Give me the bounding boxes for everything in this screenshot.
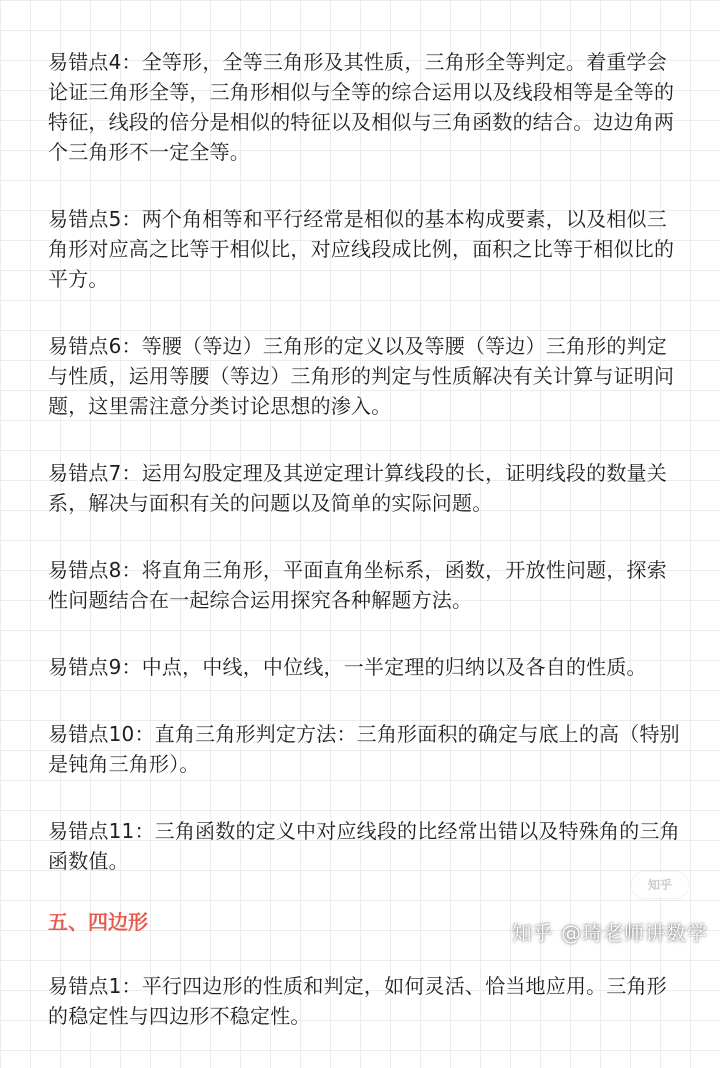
tip-paragraph-7: 易错点7：运用勾股定理及其逆定理计算线段的长，证明线段的数量关系，解决与面积有关的问题以及简单的实际问题。 — [48, 461, 667, 515]
tip-paragraph-11: 易错点11：三角函数的定义中对应线段的比经常出错以及特殊角的三角函数值。 — [48, 819, 680, 873]
zhihu-badge: 知乎 — [632, 872, 688, 898]
tip-paragraph-9: 易错点9：中点，中线，中位线，一半定理的归纳以及各自的性质。 — [48, 655, 647, 679]
tip-paragraph-4: 易错点4：全等形，全等三角形及其性质，三角形全等判定。着重学会论证三角形全等，三角形相似与全等的综合运用以及线段相等是全等的特征，线段的倍分是相似的特征以及相似与三角函数的结合。边边角两个三角形不一定全等。 — [48, 50, 675, 164]
zhihu-watermark: 知乎 @琦老师讲数学 — [511, 921, 708, 945]
tip-paragraph-8: 易错点8：将直角三角形，平面直角坐标系，函数，开放性问题，探索性问题结合在一起综合运用探究各种解题方法。 — [48, 558, 667, 612]
tip-paragraph-5: 易错点5：两个角相等和平行经常是相似的基本构成要素，以及相似三角形对应高之比等于相似比，对应线段成比例，面积之比等于相似比的平方。 — [48, 207, 675, 291]
section-heading-quadrilateral: 五、四边形 — [48, 910, 148, 934]
tip-paragraph-10: 易错点10：直角三角形判定方法：三角形面积的确定与底上的高（特别是钝角三角形）。 — [48, 722, 680, 776]
quadrilateral-tip-paragraph-1: 易错点1：平行四边形的性质和判定，如何灵活、恰当地应用。三角形的稳定性与四边形不稳定性。 — [48, 974, 667, 1028]
tip-paragraph-6: 易错点6：等腰（等边）三角形的定义以及等腰（等边）三角形的判定与性质，运用等腰（等边）三角形的判定与性质解决有关计算与证明问题，这里需注意分类讨论思想的渗入。 — [48, 334, 675, 418]
article-body — [48, 47, 680, 1068]
